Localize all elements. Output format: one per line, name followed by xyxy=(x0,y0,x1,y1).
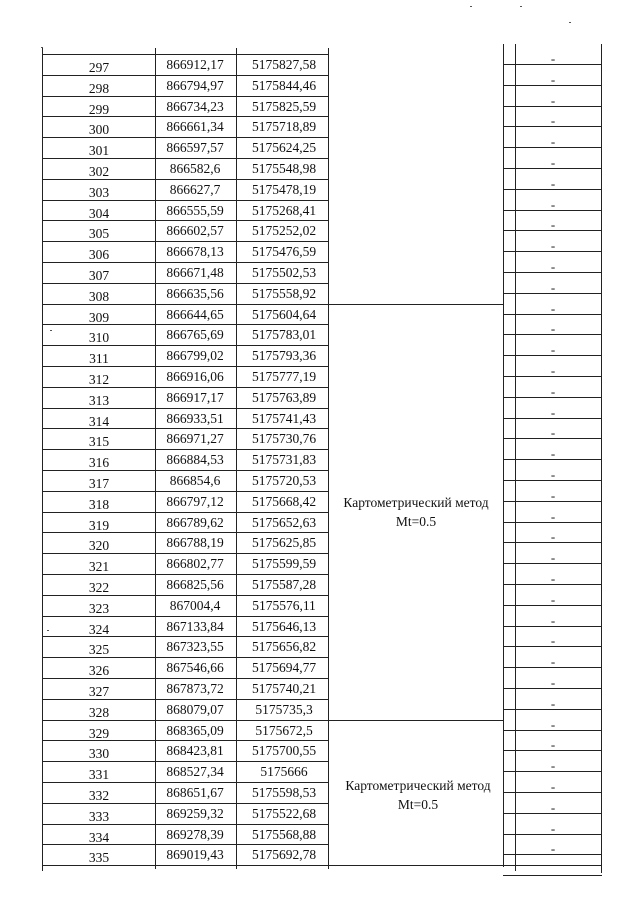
x-coordinate: 868651,67 xyxy=(166,785,224,800)
accuracy-label: Mt=0.5 xyxy=(397,797,439,812)
point-number: 326 xyxy=(88,663,110,678)
dash-mark: - xyxy=(550,841,556,856)
x-coordinate: 866671,48 xyxy=(166,265,224,280)
x-coordinate: 866825,56 xyxy=(166,577,224,592)
point-number: 311 xyxy=(89,351,109,366)
dash-mark: - xyxy=(550,197,556,212)
y-coordinate: 5175793,36 xyxy=(251,348,317,363)
y-coordinate: 5175694,77 xyxy=(251,660,317,675)
scan-speck xyxy=(470,6,472,7)
x-coordinate: 866884,53 xyxy=(166,452,224,467)
x-coordinate: 866555,59 xyxy=(166,203,224,218)
dash-mark: - xyxy=(550,363,556,378)
y-coordinate: 5175502,53 xyxy=(251,265,317,280)
dash-mark: - xyxy=(550,425,556,440)
dash-mark: - xyxy=(550,529,556,544)
point-number: 331 xyxy=(88,767,110,782)
y-coordinate: 5175576,11 xyxy=(252,598,316,613)
point-number: 304 xyxy=(88,206,110,221)
y-coordinate: 5175731,83 xyxy=(251,452,317,467)
point-number: 319 xyxy=(88,518,110,533)
x-coordinate: 867323,55 xyxy=(166,639,224,654)
point-number: 306 xyxy=(88,247,110,262)
y-coordinate: 5175652,63 xyxy=(251,515,317,530)
dash-mark: - xyxy=(550,800,556,815)
x-coordinate: 866734,23 xyxy=(166,99,224,114)
dash-mark: - xyxy=(550,72,556,87)
point-number: 320 xyxy=(88,538,110,553)
point-number: 308 xyxy=(88,289,110,304)
y-coordinate: 5175522,68 xyxy=(251,806,317,821)
scan-speck xyxy=(41,47,43,48)
group-divider xyxy=(328,720,503,721)
scan-speck xyxy=(520,6,522,7)
x-coordinate: 866627,7 xyxy=(169,182,221,197)
point-number: 300 xyxy=(88,122,110,137)
point-number: 305 xyxy=(88,226,110,241)
dash-mark: - xyxy=(550,238,556,253)
x-coordinate: 866635,56 xyxy=(166,286,224,301)
dash-mark: - xyxy=(550,633,556,648)
dash-mark: - xyxy=(550,675,556,690)
dash-mark: - xyxy=(550,509,556,524)
dash-mark: - xyxy=(550,737,556,752)
dash-mark: - xyxy=(550,51,556,66)
y-coordinate: 5175476,59 xyxy=(251,244,317,259)
y-coordinate: 5175668,42 xyxy=(251,494,317,509)
x-coordinate: 866794,97 xyxy=(166,78,224,93)
y-coordinate: 5175740,21 xyxy=(251,681,317,696)
dash-mark: - xyxy=(550,217,556,232)
x-coordinate: 869019,43 xyxy=(166,847,224,862)
point-number: 329 xyxy=(88,726,110,741)
point-number: 335 xyxy=(88,850,110,865)
x-coordinate: 866597,57 xyxy=(166,140,224,155)
y-coordinate: 5175478,19 xyxy=(251,182,317,197)
x-coordinate: 866644,65 xyxy=(166,307,224,322)
point-number: 327 xyxy=(88,684,110,699)
point-number: 307 xyxy=(88,268,110,283)
y-coordinate: 5175568,88 xyxy=(251,827,317,842)
dash-mark: - xyxy=(550,550,556,565)
scan-speck xyxy=(569,22,571,23)
point-number: 316 xyxy=(88,455,110,470)
point-number: 333 xyxy=(88,809,110,824)
point-number: 325 xyxy=(88,642,110,657)
scan-speck xyxy=(50,330,52,331)
y-coordinate: 5175692,78 xyxy=(251,847,317,862)
x-coordinate: 866802,77 xyxy=(166,556,224,571)
x-coordinate: 866971,27 xyxy=(166,431,224,446)
y-coordinate: 5175656,82 xyxy=(251,639,317,654)
y-coordinate: 5175587,28 xyxy=(251,577,317,592)
dash-mark: - xyxy=(550,821,556,836)
dash-mark: - xyxy=(550,384,556,399)
point-number: 301 xyxy=(88,143,110,158)
x-coordinate: 866854,6 xyxy=(169,473,221,488)
point-number: 309 xyxy=(88,310,110,325)
y-coordinate: 5175625,85 xyxy=(251,535,317,550)
row-divider xyxy=(503,875,602,876)
dash-mark: - xyxy=(550,488,556,503)
point-number: 318 xyxy=(88,497,110,512)
y-coordinate: 5175718,89 xyxy=(251,119,317,134)
y-coordinate: 5175624,25 xyxy=(251,140,317,155)
x-coordinate: 868423,81 xyxy=(166,743,224,758)
y-coordinate: 5175604,64 xyxy=(251,307,317,322)
dash-mark: - xyxy=(550,758,556,773)
x-coordinate: 868527,34 xyxy=(166,764,224,779)
dash-mark: - xyxy=(550,779,556,794)
dash-mark: - xyxy=(550,613,556,628)
y-coordinate: 5175827,58 xyxy=(251,57,317,72)
x-coordinate: 866912,17 xyxy=(166,57,224,72)
x-coordinate: 868365,09 xyxy=(166,723,224,738)
x-coordinate: 869259,32 xyxy=(166,806,224,821)
point-number: 313 xyxy=(88,393,110,408)
point-number: 322 xyxy=(88,580,110,595)
x-coordinate: 866799,02 xyxy=(166,348,224,363)
dash-mark: - xyxy=(550,717,556,732)
method-label: Картометрический метод xyxy=(343,495,489,510)
dash-mark: - xyxy=(550,571,556,586)
point-number: 332 xyxy=(88,788,110,803)
dash-mark: - xyxy=(550,134,556,149)
dash-mark: - xyxy=(550,446,556,461)
dash-mark: - xyxy=(550,467,556,482)
x-coordinate: 866916,06 xyxy=(166,369,224,384)
point-number: 302 xyxy=(88,164,110,179)
point-number: 298 xyxy=(88,81,110,96)
dash-mark: - xyxy=(550,321,556,336)
y-coordinate: 5175268,41 xyxy=(251,203,317,218)
x-coordinate: 867546,66 xyxy=(166,660,224,675)
x-coordinate: 869278,39 xyxy=(166,827,224,842)
y-coordinate: 5175672,5 xyxy=(255,723,313,738)
dash-mark: - xyxy=(550,405,556,420)
y-coordinate: 5175700,55 xyxy=(251,743,317,758)
dash-mark: - xyxy=(550,155,556,170)
point-number: 315 xyxy=(88,434,110,449)
dash-mark: - xyxy=(550,176,556,191)
y-coordinate: 5175730,76 xyxy=(251,431,317,446)
x-coordinate: 866789,62 xyxy=(166,515,224,530)
point-number: 334 xyxy=(88,830,110,845)
point-number: 303 xyxy=(88,185,110,200)
y-coordinate: 5175548,98 xyxy=(251,161,317,176)
x-coordinate: 866602,57 xyxy=(166,223,224,238)
dash-mark: - xyxy=(550,93,556,108)
point-number: 321 xyxy=(88,559,110,574)
point-number: 299 xyxy=(88,102,110,117)
x-coordinate: 866582,6 xyxy=(169,161,221,176)
y-coordinate: 5175720,53 xyxy=(251,473,317,488)
dash-mark: - xyxy=(550,592,556,607)
y-coordinate: 5175777,19 xyxy=(251,369,317,384)
point-number: 314 xyxy=(88,414,110,429)
y-coordinate: 5175741,43 xyxy=(251,411,317,426)
x-coordinate: 866917,17 xyxy=(166,390,224,405)
y-coordinate: 5175763,89 xyxy=(251,390,317,405)
x-coordinate: 866661,34 xyxy=(166,119,224,134)
table-border-left xyxy=(42,48,43,871)
y-coordinate: 5175825,59 xyxy=(251,99,317,114)
x-coordinate: 866678,13 xyxy=(166,244,224,259)
accuracy-label: Mt=0.5 xyxy=(395,514,437,529)
y-coordinate: 5175558,92 xyxy=(251,286,317,301)
x-coordinate: 868079,07 xyxy=(166,702,224,717)
y-coordinate: 5175735,3 xyxy=(255,702,313,717)
dash-mark: - xyxy=(550,301,556,316)
y-coordinate: 5175598,53 xyxy=(251,785,317,800)
dash-mark: - xyxy=(550,280,556,295)
x-coordinate: 867133,84 xyxy=(166,619,224,634)
method-label: Картометрический метод xyxy=(345,778,491,793)
point-number: 317 xyxy=(88,476,110,491)
group-divider xyxy=(328,304,503,305)
x-coordinate: 866788,19 xyxy=(166,535,224,550)
point-number: 330 xyxy=(88,746,110,761)
point-number: 312 xyxy=(88,372,110,387)
x-coordinate: 866797,12 xyxy=(166,494,224,509)
dash-mark: - xyxy=(550,654,556,669)
dash-mark: - xyxy=(550,259,556,274)
y-coordinate: 5175599,59 xyxy=(251,556,317,571)
x-coordinate: 866765,69 xyxy=(166,327,224,342)
x-coordinate: 867873,72 xyxy=(166,681,224,696)
point-number: 324 xyxy=(88,622,110,637)
point-number: 297 xyxy=(88,60,110,75)
dash-mark: - xyxy=(550,342,556,357)
y-coordinate: 5175252,02 xyxy=(251,223,317,238)
x-coordinate: 866933,51 xyxy=(166,411,224,426)
point-number: 328 xyxy=(88,705,110,720)
dash-mark: - xyxy=(550,696,556,711)
point-number: 323 xyxy=(88,601,110,616)
y-coordinate: 5175646,13 xyxy=(251,619,317,634)
y-coordinate: 5175783,01 xyxy=(251,327,317,342)
scan-speck xyxy=(47,630,49,631)
point-number: 310 xyxy=(88,330,110,345)
y-coordinate: 5175844,46 xyxy=(251,78,317,93)
y-coordinate: 5175666 xyxy=(260,764,308,779)
x-coordinate: 867004,4 xyxy=(169,598,221,613)
dash-mark: - xyxy=(550,113,556,128)
